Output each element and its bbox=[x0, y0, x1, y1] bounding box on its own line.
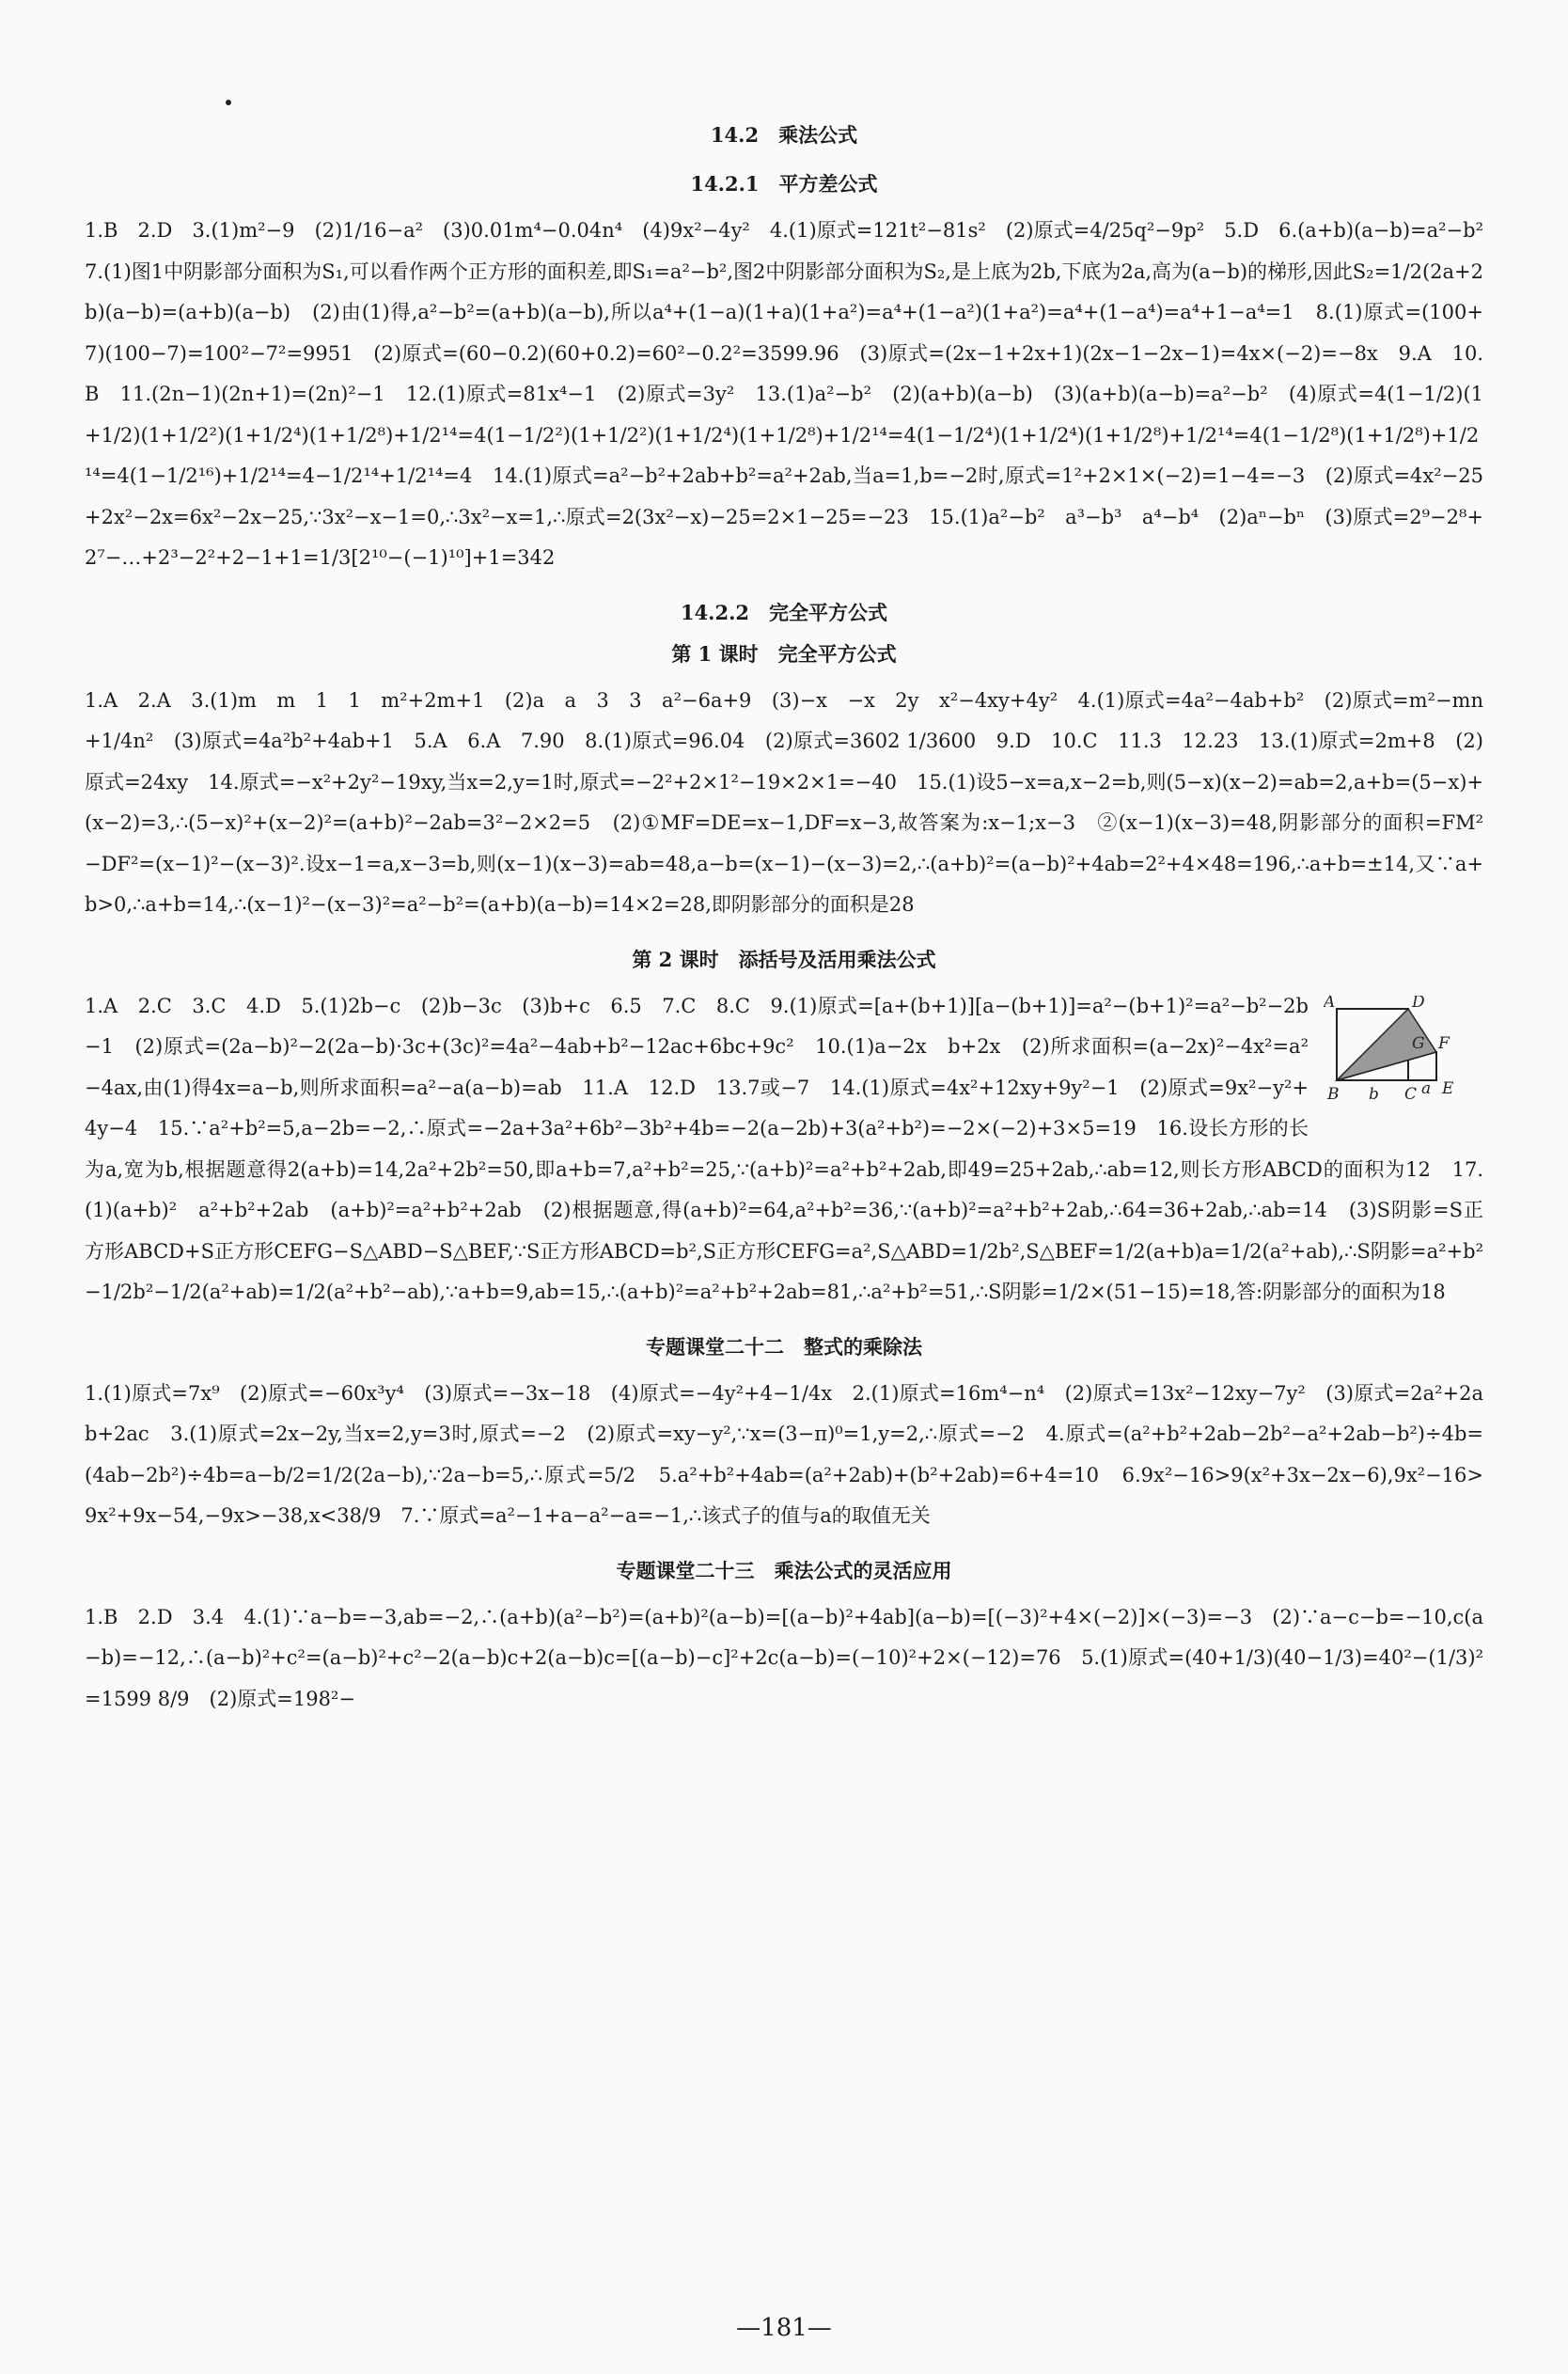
label-b-point: B bbox=[1327, 1084, 1340, 1104]
page-number: —181— bbox=[736, 2314, 832, 2342]
label-d: D bbox=[1412, 995, 1425, 1012]
square-diagram bbox=[1324, 996, 1483, 1118]
answers-lesson-1: 1.A 2.A 3.(1)m m 1 1 m²+2m+1 (2)a a 3 3 a²−6a+9 (3)−x −x 2y x²−4xy+4y² 4.(1)原式=4a²−4ab+b² (2)原式=m²−mn+1/4n² (3)原式=4a²b²+4ab+1 5.A 6.A 7.90 8.(1)原式=96.04 (2)原式=3602 1/3600 9.D 10.C 11.3 12.23 13.(1)原式=2m+8 (2)原式=24xy 14.原式=−x²+2y²−19xy,当x=2,y=1时,原式=−2²+2×1²−19×2×1=−40 15.(1)设5−x=a,x−2=b,则(5−x)(x−2)=ab=2,a+b=(5−x)+(x−2)=3,∴(5−x)²+(x−2)²=(a+b)²−2ab=3²−2×2=5 (2)①MF=DE=x−1,DF=x−3,故答案为:x−1;x−3 ②(x−1)(x−3)=48,阴影部分的面积=FM²−DF²=(x−1)²−(x−3)².设x−1=a,x−3=b,则(x−1)(x−3)=ab=48,a−b=(x−1)−(x−3)=2,∴(a+b)²=(a−b)²+4ab=2²+4×48=196,∴a+b=±14,又∵a+b>0,∴a+b=14,∴(x−1)²−(x−3)²=a²−b²=(a+b)(a−b)=14×2=28,即阴影部分的面积是28 bbox=[85, 688, 1483, 916]
topic-title-22: 专题课堂二十二 整式的乘除法 bbox=[646, 1334, 922, 1359]
label-g: G bbox=[1412, 1033, 1425, 1053]
label-f: F bbox=[1438, 1033, 1450, 1053]
label-a-point: A bbox=[1324, 995, 1336, 1012]
ink-dot bbox=[226, 100, 231, 105]
section-title-14-2-2: 14.2.2 完全平方公式 bbox=[680, 600, 888, 624]
answers-topic-23: 1.B 2.D 3.4 4.(1)∵a−b=−3,ab=−2,∴(a+b)(a²−b²)=(a+b)²(a−b)=[(a−b)²+4ab](a−b)=[(−3)²+4×(−2)]×(−3)=−3 (2)∵a−c−b=−10,c(a−b)=−12,∴(a−b)²+c²=(a−b)²+c²−2(a−b)c+2(a−b)c=[(a−b)−c]²+2c(a−b)=(−10)²+2×(−12)=76 5.(1)原式=(40+1/3)(40−1/3)=40²−(1/3)²=1599 8/9 (2)原式=198²− bbox=[85, 1605, 1483, 1710]
answers-lesson-2: 1.A 2.C 3.C 4.D 5.(1)2b−c (2)b−3c (3)b+c 6.5 7.C 8.C 9.(1)原式=[a+(b+1)][a−(b+1)]=a²−(b+1)²=a²−b²−2b−1 (2)原式=(2a−b)²−2(2a−b)·3c+(3c)²=4a²−4ab+b²−12ac+6bc+9c² 10.(1)a−2x b+2x (2)所求面积=(a−2x)²−4x²=a²−4ax,由(1)得4x=a−b,则所求面积=a²−a(a−b)=ab 11.A 12.D 13.7或−7 14.(1)原式=4x²+12xy+9y²−1 (2)原式=9x²−y²+4y−4 15.∵a²+b²=5,a−2b=−2,∴原式=−2a+3a²+6b²−3b²+4b=−2(a−2b)+3(a²+b²)=−2×(−2)+3×5=19 16.设长方形的长为a,宽为b,根据题意得2(a+b)=14,2a²+2b²=50,即a+b=7,a²+b²=25,∵(a+b)²=a²+b²+2ab,即49=25+2ab,∴ab=12,则长方形ABCD的面积为12 17.(1)(a+b)² a²+b²+2ab (a+b)²=a²+b²+2ab (2)根据题意,得(a+b)²=64,a²+b²=36,∵(a+b)²=a²+b²+2ab,∴64=36+2ab,∴ab=14 (3)S阴影=S正方形ABCD+S正方形CEFG−S△ABD−S△BEF,∵S正方形ABCD=b²,S正方形CEFG=a²,S△ABD=1/2b²,S△BEF=1/2(a+b)a=1/2(a²+ab),∴S阴影=a²+b²−1/2b²−1/2(a²+ab)=1/2(a²+b²−ab),∵a+b=9,ab=15,∴(a+b)²=a²+b²+2ab=81,∴a²+b²=51,∴S阴影=1/2×(51−15)=18,答:阴影部分的面积为18 bbox=[85, 994, 1483, 1303]
answers-14-2-1: 1.B 2.D 3.(1)m²−9 (2)1/16−a² (3)0.01m⁴−0.04n⁴ (4)9x²−4y² 4.(1)原式=121t²−81s² (2)原式=4/25q²−9p² 5.D 6.(a+b)(a−b)=a²−b² 7.(1)图1中阴影部分面积为S₁,可以看作两个正方形的面积差,即S₁=a²−b²,图2中阴影部分面积为S₂,是上底为2b,下底为2a,高为(a−b)的梯形,因此S₂=1/2(2a+2b)(a−b)=(a+b)(a−b) (2)由(1)得,a²−b²=(a+b)(a−b),所以a⁴+(1−a)(1+a)(1+a²)=a⁴+(1−a²)(1+a²)=a⁴+(1−a⁴)=a⁴+1−a⁴=1 8.(1)原式=(100+7)(100−7)=100²−7²=9951 (2)原式=(60−0.2)(60+0.2)=60²−0.2²=3599.96 (3)原式=(2x−1+2x+1)(2x−1−2x−1)=4x×(−2)=−8x 9.A 10.B 11.(2n−1)(2n+1)=(2n)²−1 12.(1)原式=81x⁴−1 (2)原式=3y² 13.(1)a²−b² (2)(a+b)(a−b) (3)(a+b)(a−b)=a²−b² (4)原式=4(1−1/2)(1+1/2)(1+1/2²)(1+1/2⁴)(1+1/2⁸)+1/2¹⁴=4(1−1/2²)(1+1/2²)(1+1/2⁴)(1+1/2⁸)+1/2¹⁴=4(1−1/2⁴)(1+1/2⁴)(1+1/2⁸)+1/2¹⁴=4(1−1/2⁸)(1+1/2⁸)+1/2¹⁴=4(1−1/2¹⁶)+1/2¹⁴=4−1/2¹⁴+1/2¹⁴=4 14.(1)原式=a²−b²+2ab+b²=a²+2ab,当a=1,b=−2时,原式=1²+2×1×(−2)=1−4=−3 (2)原式=4x²−25+2x²−2x=6x²−2x−25,∵3x²−x−1=0,∴3x²−x=1,∴原式=2(3x²−x)−25=2×1−25=−23 15.(1)a²−b² a³−b³ a⁴−b⁴ (2)aⁿ−bⁿ (3)原式=2⁹−2⁸+2⁷−…+2³−2²+2−1+1=1/3[2¹⁰−(−1)¹⁰]+1=342 bbox=[85, 219, 1503, 569]
label-a-length: a bbox=[1421, 1078, 1432, 1098]
answers-topic-22: 1.(1)原式=7x⁹ (2)原式=−60x³y⁴ (3)原式=−3x−18 (4)原式=−4y²+4−1/4x 2.(1)原式=16m⁴−n⁴ (2)原式=13x²−12xy−7y² (3)原式=2a²+2ab+2ac 3.(1)原式=2x−2y,当x=2,y=3时,原式=−2 (2)原式=xy−y²,∵x=(3−π)⁰=1,y=2,∴原式=−2 4.原式=(a²+b²+2ab−2b²−a²+2ab−b²)÷4b=(4ab−2b²)÷4b=a−b/2=1/2(2a−b),∵2a−b=5,∴原式=5/2 5.a²+b²+4ab=(a²+2ab)+(b²+2ab)=6+4=10 6.9x²−16>9(x²+3x−2x−6),9x²−16>9x²+9x−54,−9x>−38,x<38/9 7.∵原式=a²−1+a−a²−a=−1,∴该式子的值与a的取值无关 bbox=[85, 1381, 1483, 1527]
lesson-title-2: 第 2 课时 添括号及活用乘法公式 bbox=[632, 947, 936, 971]
answer-content bbox=[85, 120, 1503, 1720]
section-title-14-2-1: 14.2.1 平方差公式 bbox=[690, 172, 878, 196]
topic-title-23: 专题课堂二十三 乘法公式的灵活应用 bbox=[616, 1558, 952, 1582]
section-title-14-2: 14.2 乘法公式 bbox=[710, 123, 858, 147]
lesson-title-1: 第 1 课时 完全平方公式 bbox=[671, 641, 897, 666]
label-c: C bbox=[1404, 1084, 1418, 1104]
label-e: E bbox=[1442, 1078, 1454, 1098]
label-b-length: b bbox=[1369, 1084, 1379, 1104]
